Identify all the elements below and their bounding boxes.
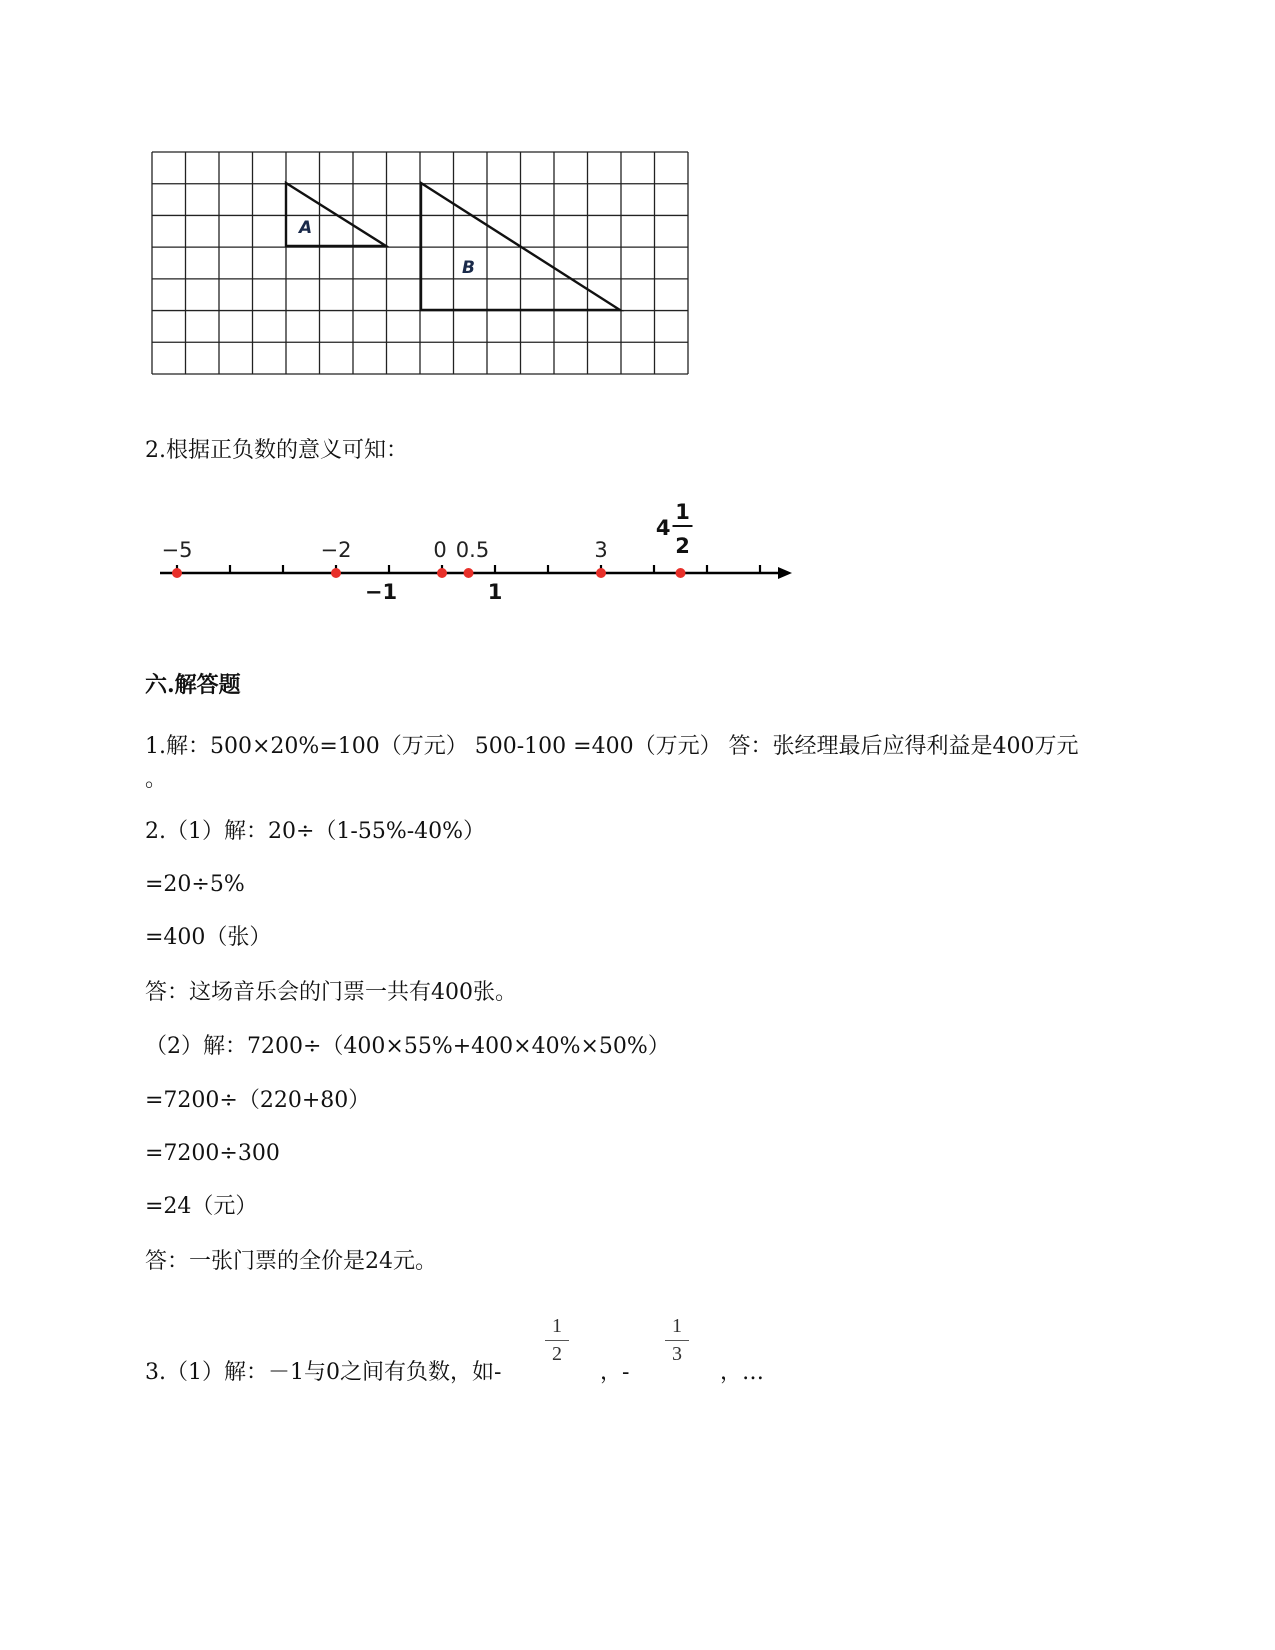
number-line-point-label: 0 [433,538,447,562]
q3-sep-1: ，- [600,1360,630,1385]
number-line-point-label: −2 [320,538,352,562]
q1-line2: 。 [145,767,168,792]
q2-line-4: （2）解：7200÷（400×55%+400×40%×50%） [145,1034,670,1059]
q1-line1: 1.解：500×20%=100（万元） 500-100 =400（万元） 答：张经理最后应得利益是400万元 [145,734,1079,759]
q3-fraction-2-num: 1 [672,1315,682,1337]
number-line-point [331,568,341,578]
q2-line-7: =24（元） [145,1194,258,1219]
triangle-a-label: A [299,218,313,238]
section2-caption: 2.根据正负数的意义可知： [145,438,408,463]
q2-line-1: =20÷5% [145,872,245,897]
q2-line-6: =7200÷300 [145,1141,280,1166]
number-line-tick-label: −1 [364,580,398,604]
q3-fraction-1 [545,1315,569,1366]
q2-line-2: =400（张） [145,925,272,950]
q2-line-3: 答：这场音乐会的门票一共有400张。 [145,980,517,1005]
number-line-point [676,568,686,578]
number-line-arrow [778,567,792,579]
number-line [150,495,800,610]
number-line-point [172,568,182,578]
number-line-point-label: 3 [594,538,608,562]
number-line-point-label: 0.5 [455,538,490,562]
q3-fraction-2-den: 3 [672,1343,682,1365]
grid-figure [150,150,692,378]
number-line-point [464,568,474,578]
q3-fraction-1-num: 1 [552,1315,562,1337]
number-line-point [437,568,447,578]
triangle-b-label: B [462,258,475,278]
q2-line-5: =7200÷（220+80） [145,1088,371,1113]
q2-line-0: 2.（1）解：20÷（1-55%-40%） [145,819,486,844]
number-line-label-mixed-den: 2 [675,534,690,558]
number-line-label-mixed-num: 1 [675,500,690,524]
q3-sep-2: ，… [720,1360,765,1385]
q3-fraction-1-den: 2 [552,1343,562,1365]
q3-prefix: 3.（1）解：－1与0之间有负数，如- [145,1360,502,1385]
number-line-point [596,568,606,578]
number-line-label-mixed-whole: 4 [655,516,671,540]
q2-line-8: 答：一张门票的全价是24元。 [145,1249,437,1274]
q3-fraction-2 [665,1315,689,1366]
number-line-tick-label: 1 [487,580,503,604]
section6-heading: 六.解答题 [145,672,241,698]
number-line-labels [162,500,693,604]
number-line-point-label: −5 [161,538,193,562]
